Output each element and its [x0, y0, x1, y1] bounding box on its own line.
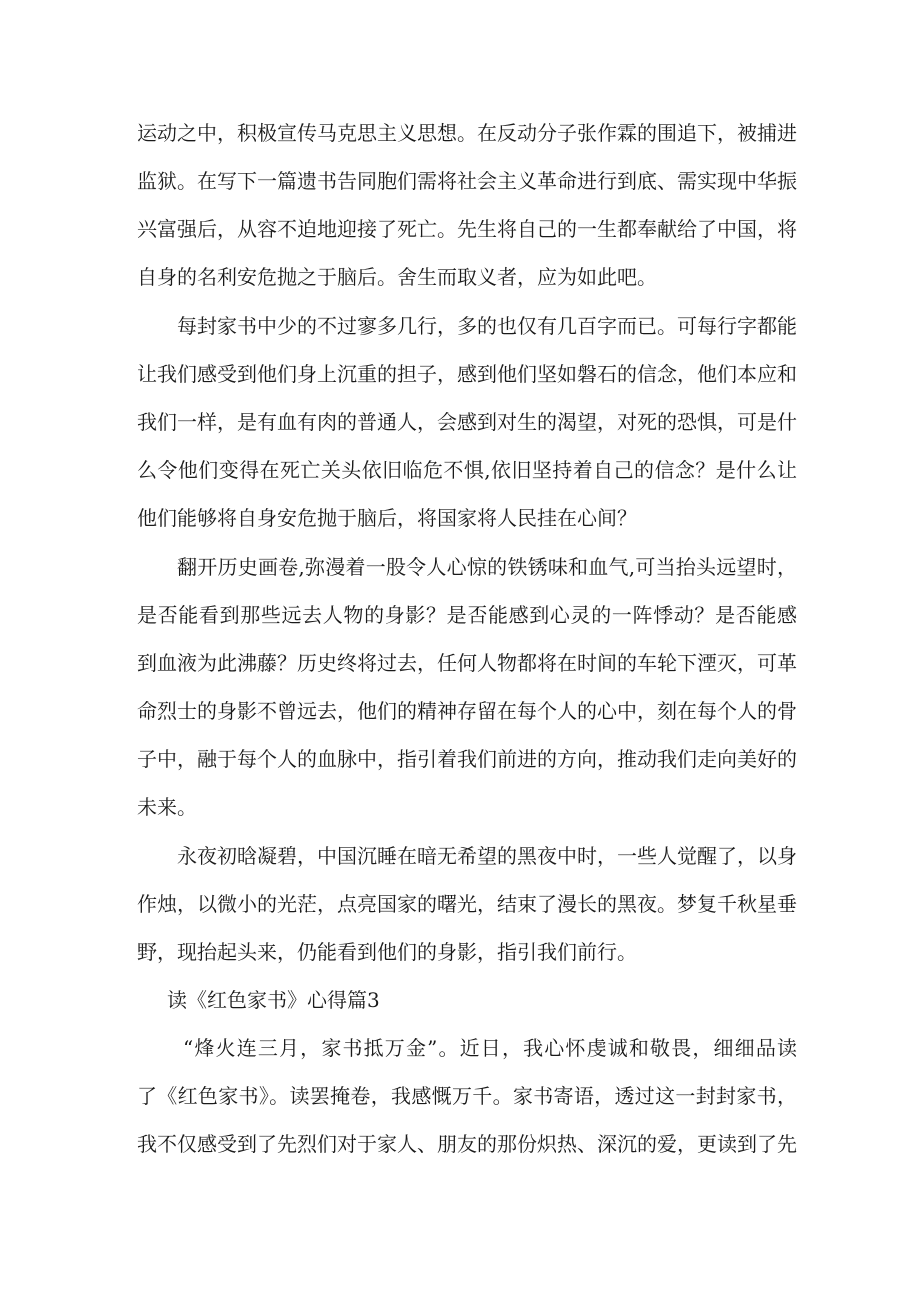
- section-paragraph-line-1: “烽火连三月，家书抵万金”。近日，我心怀虔诚和敬畏，细细品读: [183, 1036, 797, 1060]
- section-heading: 读《红色家书》心得篇3: [167, 988, 380, 1012]
- paragraph-1-line-2: 监狱。在写下一篇遗书告同胞们需将社会主义革命进行到底、需实现中华振: [137, 169, 797, 193]
- paragraph-3-line-2: 是否能看到那些远去人物的身影？是否能感到心灵的一阵悸动？是否能感: [137, 603, 797, 627]
- paragraph-4-line-2: 作烛，以微小的光茫，点亮国家的曙光，结束了漫长的黑夜。梦复千秋星垂: [137, 892, 797, 916]
- paragraph-2-line-3: 我们一样，是有血有肉的普通人，会感到对生的渴望，对死的恐惧，可是什: [137, 410, 797, 434]
- paragraph-2-line-4: 么令他们变得在死亡关头依旧临危不惧,依旧坚持着自己的信念？是什么让: [137, 458, 797, 482]
- paragraph-1-line-1: 运动之中，积极宣传马克思主义思想。在反动分子张作霖的围追下，被捕进: [137, 121, 797, 145]
- paragraph-4-line-3: 野，现抬起头来，仍能看到他们的身影，指引我们前行。: [137, 940, 637, 964]
- paragraph-2-line-1: 每封家书中少的不过寥多几行，多的也仅有几百字而已。可每行字都能: [177, 314, 797, 338]
- section-paragraph-line-2: 了《红色家书》。读罢掩卷，我感慨万千。家书寄语，透过这一封封家书，: [137, 1084, 797, 1108]
- paragraph-2-line-2: 让我们感受到他们身上沉重的担子，感到他们坚如磐石的信念，他们本应和: [137, 362, 797, 386]
- paragraph-3-line-6: 未来。: [137, 795, 197, 819]
- paragraph-3-line-3: 到血液为此沸藤？历史终将过去，任何人物都将在时间的车轮下湮灭，可革: [137, 651, 797, 675]
- paragraph-2-line-5: 他们能够将自身安危抛于脑后，将国家将人民挂在心间？: [137, 506, 637, 530]
- paragraph-3-line-5: 子中，融于每个人的血脉中，指引着我们前进的方向，推动我们走向美好的: [137, 747, 797, 771]
- section-paragraph-line-3: 我不仅感受到了先烈们对于家人、朋友的那份炽热、深沉的爱，更读到了先: [137, 1132, 797, 1156]
- paragraph-4-line-1: 永夜初晗凝碧，中国沉睡在暗无希望的黑夜中时，一些人觉醒了，以身: [177, 844, 797, 868]
- paragraph-1-line-3: 兴富强后，从容不迫地迎接了死亡。先生将自己的一生都奉献给了中国，将: [137, 217, 797, 241]
- paragraph-3-line-4: 命烈士的身影不曾远去，他们的精神存留在每个人的心中，刻在每个人的骨: [137, 699, 797, 723]
- paragraph-3-line-1: 翻开历史画卷,弥漫着一股令人心惊的铁锈味和血气,可当抬头远望时，: [177, 555, 797, 579]
- paragraph-1-line-4: 自身的名利安危抛之于脑后。舍生而取义者，应为如此吧。: [137, 265, 657, 289]
